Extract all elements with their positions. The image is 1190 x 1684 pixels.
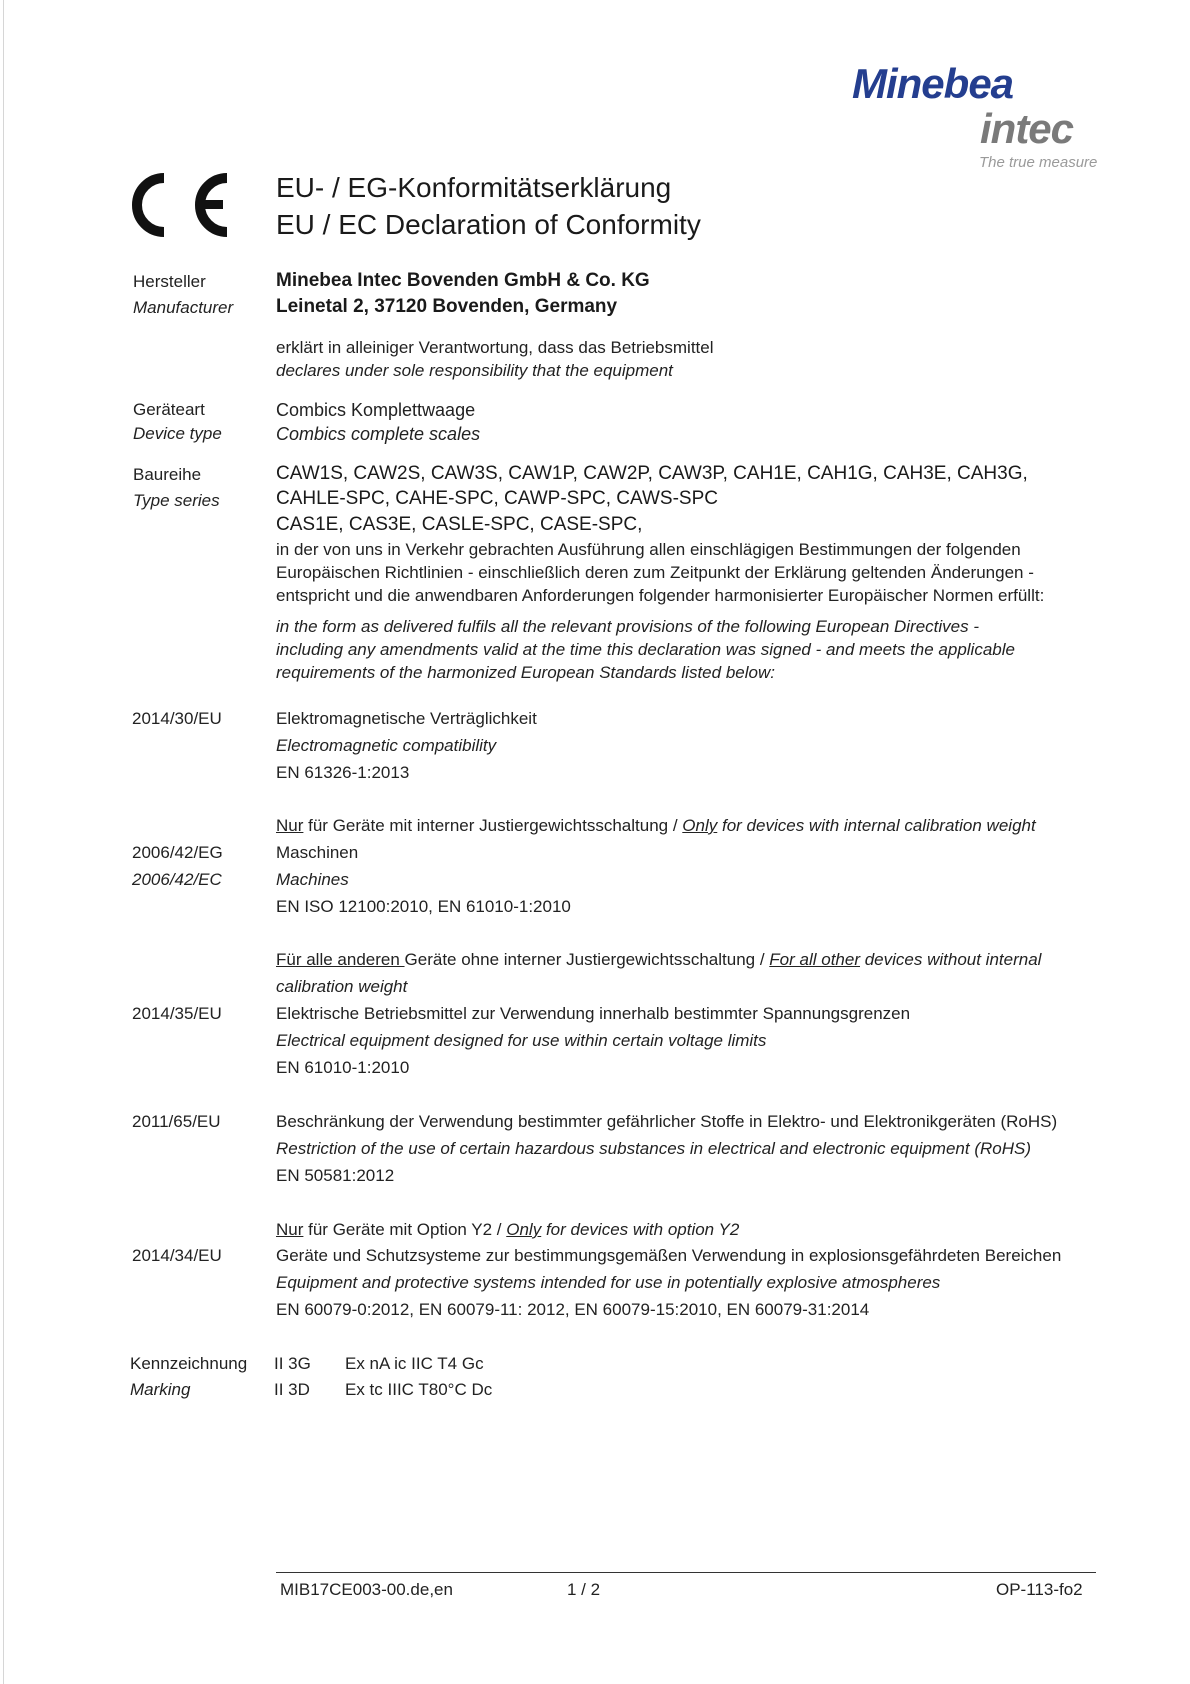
lvd-note-de: Geräte ohne interner Justiergewichtsschaltung / [404, 950, 770, 969]
device-type-label-en: Device type [133, 424, 222, 443]
type-series-label: Baureihe [133, 465, 202, 484]
footer-form-id: OP-113-fo2 [996, 1580, 1083, 1599]
directive-machines-en: Machines [276, 870, 349, 889]
machines-note-en-underline: Only [682, 816, 718, 835]
lvd-note-de-underline: Für alle anderen [276, 950, 405, 969]
manufacturer-name: Minebea Intec Bovenden GmbH & Co. KG [276, 270, 650, 291]
marking-label: Kennzeichnung [130, 1354, 248, 1373]
directive-atex-de: Geräte und Schutzsysteme zur bestimmungsgemäßen Verwendung in explosionsgefährdeten Bereichen [276, 1246, 1062, 1265]
title-german: EU- / EG-Konformitätserklärung [276, 172, 672, 203]
manufacturer-label: Hersteller [133, 272, 206, 291]
lvd-note [276, 950, 1041, 970]
directive-code-machines-en: 2006/42/EC [132, 870, 222, 889]
atex-note-en: for devices with option Y2 [541, 1220, 740, 1239]
conformity-text-en-3: requirements of the harmonized European Standards listed below: [276, 663, 775, 682]
brand-logo-intec: intec [980, 105, 1074, 152]
marking-category: II 3G [274, 1354, 311, 1373]
directive-emc-de: Elektromagnetische Verträglichkeit [276, 709, 537, 728]
lvd-note-en-underline: For all other [769, 950, 860, 969]
type-series-label-en: Type series [133, 491, 220, 510]
footer-rule [276, 1572, 1096, 1573]
atex-note-de: für Geräte mit Option Y2 / [303, 1220, 507, 1239]
conformity-text-de-3: entspricht und die anwendbaren Anforderungen folgender harmonisierter Europäischer Normen erfüllt: [276, 586, 1045, 605]
brand-logo-minebea: Minebea [852, 60, 1014, 107]
device-type-value: Combics Komplettwaage [276, 400, 476, 420]
conformity-text-en-1: in the form as delivered fulfils all the relevant provisions of the following European Directives - [276, 617, 980, 636]
footer-page-number: 1 / 2 [567, 1580, 601, 1599]
directive-rohs-de: Beschränkung der Verwendung bestimmter gefährlicher Stoffe in Elektro- und Elektronikgeräten (RoHS) [276, 1112, 1058, 1131]
directive-code-rohs: 2011/65/EU [132, 1112, 221, 1131]
directive-emc-standard: EN 61326-1:2013 [276, 763, 410, 782]
marking-category: II 3D [274, 1380, 310, 1399]
declaration-en: declares under sole responsibility that the equipment [276, 361, 673, 380]
directive-code-emc: 2014/30/EU [132, 709, 222, 728]
machines-note [276, 816, 1036, 836]
marking-code: Ex nA ic IIC T4 Gc [345, 1354, 484, 1373]
type-series-line2: CAHLE-SPC, CAHE-SPC, CAWP-SPC, CAWS-SPC [276, 488, 718, 509]
machines-note-en: for devices with internal calibration weight [717, 816, 1036, 835]
directive-machines-standard: EN ISO 12100:2010, EN 61010-1:2010 [276, 897, 571, 916]
directive-code-lvd: 2014/35/EU [132, 1004, 222, 1023]
directive-machines-de: Maschinen [276, 843, 359, 862]
marking-code: Ex tc IIIC T80°C Dc [345, 1380, 493, 1399]
machines-note-de-underline: Nur [276, 816, 304, 835]
directive-atex-en: Equipment and protective systems intended for use in potentially explosive atmospheres [276, 1273, 941, 1292]
directive-code-atex: 2014/34/EU [132, 1246, 222, 1265]
device-type-value-en: Combics complete scales [276, 424, 481, 444]
lvd-note-en: devices without internal [860, 950, 1042, 969]
page-edge [3, 0, 4, 1684]
ce-mark-icon [127, 170, 233, 240]
atex-note-de-underline: Nur [276, 1220, 304, 1239]
device-type-label: Geräteart [133, 400, 205, 419]
directive-rohs-standard: EN 50581:2012 [276, 1166, 395, 1185]
marking-label-en: Marking [130, 1380, 191, 1399]
conformity-text-de-2: Europäischen Richtlinien - einschließlich deren zum Zeitpunkt der Erklärung geltenden Änderungen - [276, 563, 1034, 582]
declaration-de: erklärt in alleiniger Verantwortung, dass das Betriebsmittel [276, 338, 714, 357]
directive-lvd-en: Electrical equipment designed for use within certain voltage limits [276, 1031, 767, 1050]
directive-emc-en: Electromagnetic compatibility [276, 736, 497, 755]
conformity-text-de-1: in der von uns in Verkehr gebrachten Ausführung allen einschlägigen Bestimmungen der folgenden [276, 540, 1021, 559]
type-series-line3: CAS1E, CAS3E, CASLE-SPC, CASE-SPC, [276, 514, 643, 535]
conformity-text-en-2: including any amendments valid at the time this declaration was signed - and meets the applicable [276, 640, 1015, 659]
footer-doc-id: MIB17CE003-00.de,en [280, 1580, 453, 1599]
brand-tagline: The true measure [979, 154, 1098, 171]
lvd-note-en-line2: calibration weight [276, 977, 408, 996]
directive-code-machines-de: 2006/42/EG [132, 843, 223, 862]
title-english: EU / EC Declaration of Conformity [276, 209, 701, 240]
atex-note [276, 1220, 739, 1240]
type-series-line1: CAW1S, CAW2S, CAW3S, CAW1P, CAW2P, CAW3P, CAH1E, CAH1G, CAH3E, CAH3G, [276, 463, 1028, 484]
directive-lvd-de: Elektrische Betriebsmittel zur Verwendung innerhalb bestimmter Spannungsgrenzen [276, 1004, 911, 1023]
atex-note-en-underline: Only [506, 1220, 542, 1239]
manufacturer-label-en: Manufacturer [133, 298, 234, 317]
directive-lvd-standard: EN 61010-1:2010 [276, 1058, 410, 1077]
directive-rohs-en: Restriction of the use of certain hazardous substances in electrical and electronic equipment (RoHS) [276, 1139, 1031, 1158]
machines-note-de: für Geräte mit interner Justiergewichtsschaltung / [303, 816, 683, 835]
directive-atex-standard: EN 60079-0:2012, EN 60079-11: 2012, EN 60079-15:2010, EN 60079-31:2014 [276, 1300, 870, 1319]
manufacturer-address: Leinetal 2, 37120 Bovenden, Germany [276, 296, 618, 317]
